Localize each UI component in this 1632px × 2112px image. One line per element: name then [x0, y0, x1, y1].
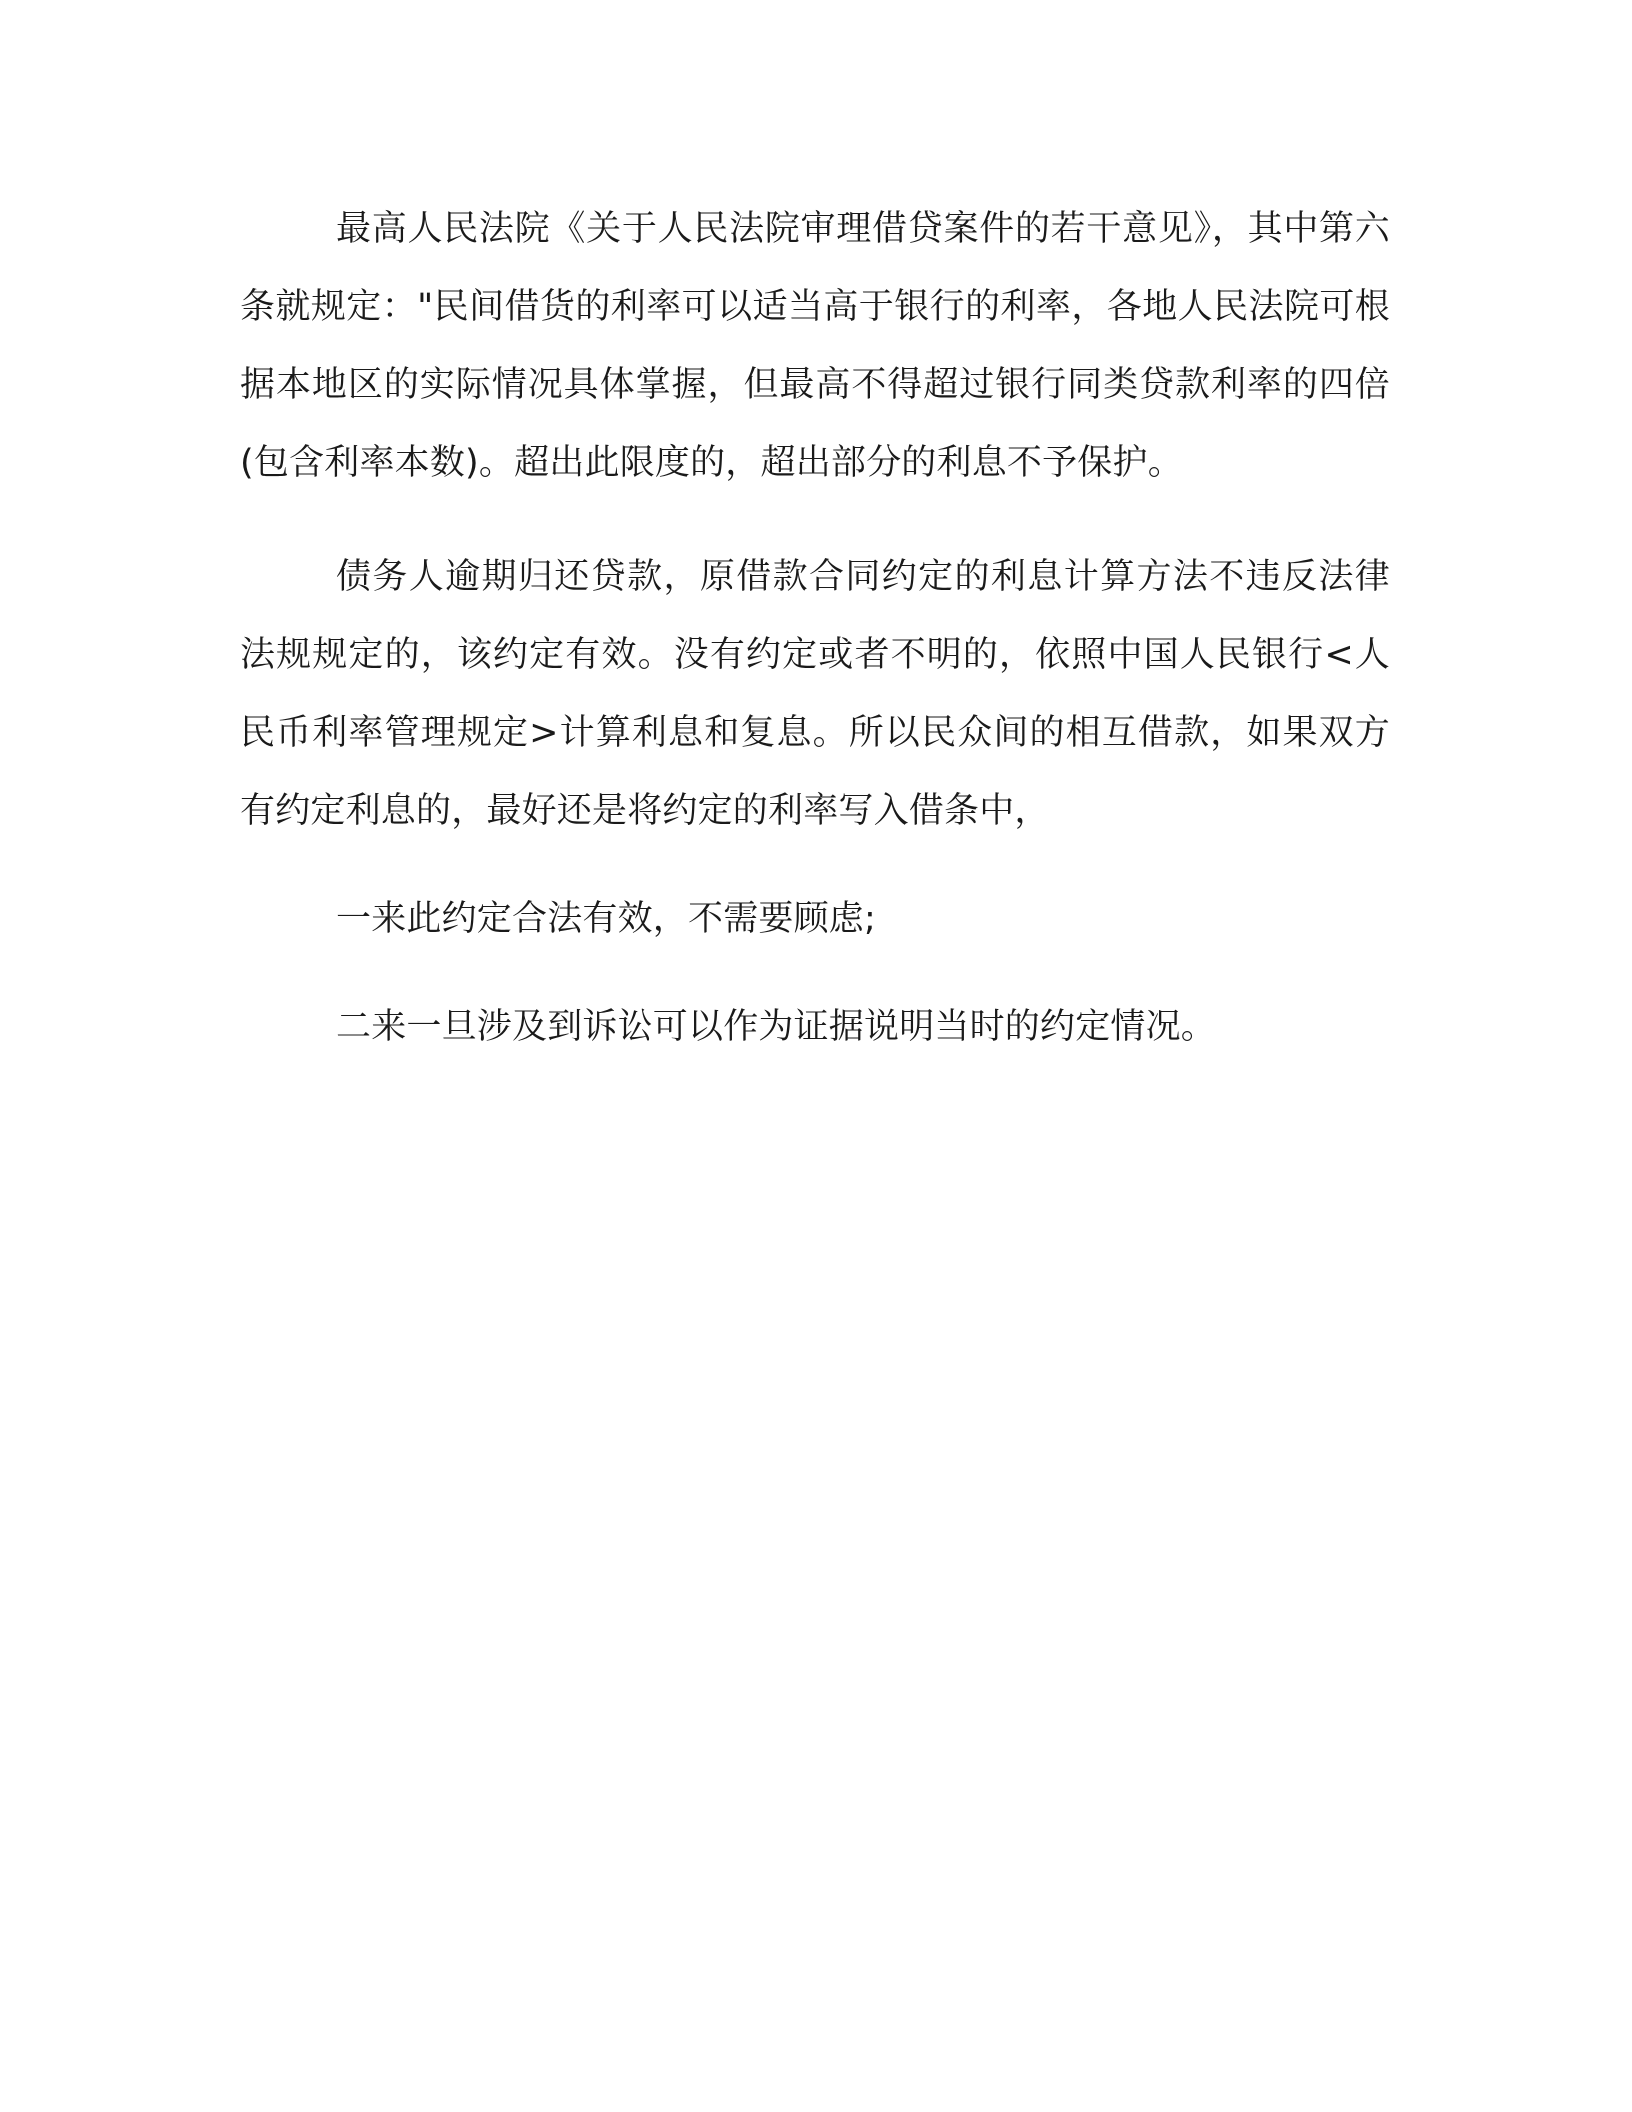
paragraph-interest-rule: 最高人民法院《关于人民法院审理借贷案件的若干意见》，其中第六条就规定："民间借货的利率可以适当高于银行的利率，各地人民法院可根据本地区的实际情况具体掌握，但最高不得超过银行同类贷款利率的四倍(包含利率本数)。超出此限度的，超出部分的利息不予保护。	[240, 209, 1390, 483]
paragraph-overdue-loan: 债务人逾期归还贷款，原借款合同约定的利息计算方法不违反法律法规规定的，该约定有效。没有约定或者不明的，依照中国人民银行<人民币利率管理规定>计算利息和复息。所以民众间的相互借款，如果双方有约定利息的，最好还是将约定的利率写入借条中，	[240, 557, 1390, 831]
document-body	[240, 190, 1390, 1066]
paragraph-reason-two: 二来一旦涉及到诉讼可以作为证据说明当时的约定情况。	[336, 1007, 1217, 1047]
paragraph-reason-one: 一来此约定合法有效，不需要顾虑;	[336, 899, 876, 939]
